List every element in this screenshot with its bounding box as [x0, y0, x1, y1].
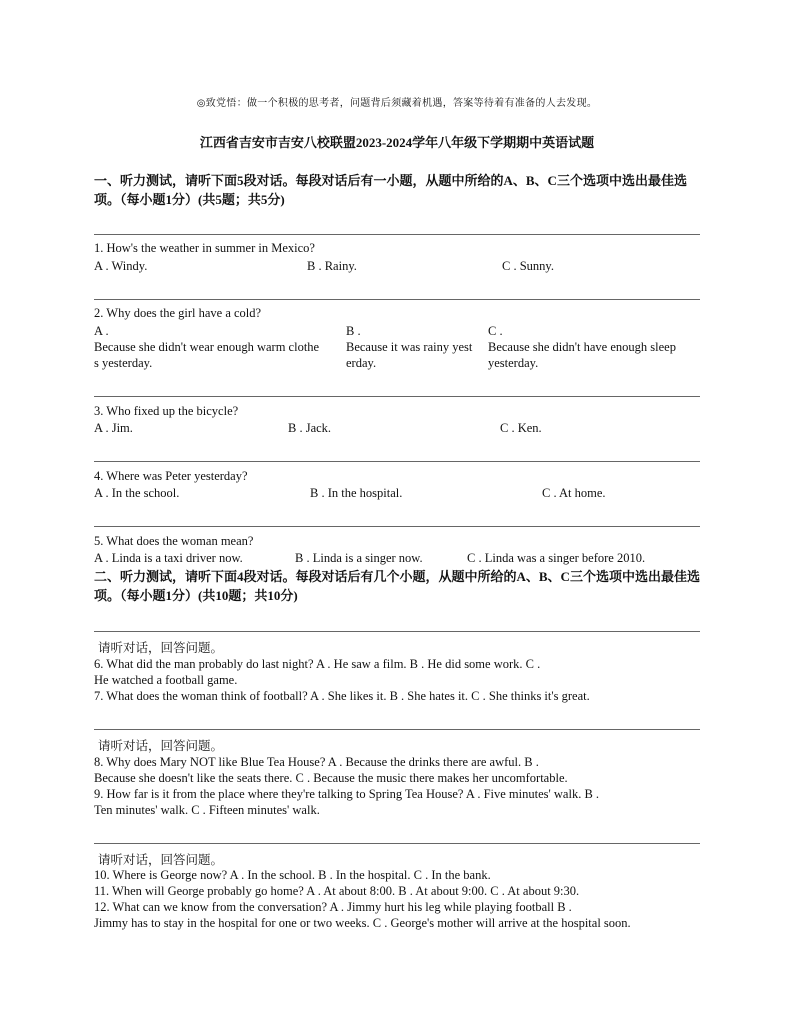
group3-intro: 请听对话，回答问题。: [98, 853, 224, 867]
divider: [94, 631, 700, 632]
section1-heading: 一、听力测试，请听下面5段对话。每段对话后有一小题，从题中所给的A、B、C三个选项中选出最佳选项。（每小题1分）(共5题；共5分): [94, 173, 687, 207]
q1-option-a[interactable]: A . Windy.: [94, 259, 148, 273]
group1-line: He watched a football game.: [94, 673, 238, 687]
q2-option-a-label[interactable]: A .: [94, 324, 109, 338]
q2-option-b-text: Because it was rainy yest: [346, 340, 473, 354]
q5-stem: 5. What does the woman mean?: [94, 534, 254, 548]
group1-line: 6. What did the man probably do last night? A . He saw a film. B . He did some work. C .: [94, 657, 541, 671]
q5-option-a[interactable]: A . Linda is a taxi driver now.: [94, 551, 243, 565]
q5-option-b[interactable]: B . Linda is a singer now.: [295, 551, 423, 565]
group3-line: 12. What can we know from the conversation? A . Jimmy hurt his leg while playing football B .: [94, 900, 572, 914]
group2-intro: 请听对话，回答问题。: [98, 739, 224, 753]
group3-line: 10. Where is George now? A . In the school. B . In the hospital. C . In the bank.: [94, 868, 491, 882]
q4-option-a[interactable]: A . In the school.: [94, 486, 180, 500]
divider: [94, 843, 700, 844]
divider: [94, 526, 700, 527]
q1-option-c[interactable]: C . Sunny.: [502, 259, 554, 273]
q4-stem: 4. Where was Peter yesterday?: [94, 469, 248, 483]
divider: [94, 729, 700, 730]
q2-option-a-text: Because she didn't wear enough warm clothe: [94, 340, 320, 354]
group1-intro: 请听对话，回答问题。: [98, 641, 224, 655]
q2-option-c-text: Because she didn't have enough sleep: [488, 340, 676, 354]
divider: [94, 461, 700, 462]
q4-option-b[interactable]: B . In the hospital.: [310, 486, 403, 500]
q3-option-b[interactable]: B . Jack.: [288, 421, 332, 435]
q3-option-c[interactable]: C . Ken.: [500, 421, 542, 435]
group1-line: 7. What does the woman think of football? A . She likes it. B . She hates it. C . She thinks it's great.: [94, 689, 590, 703]
group2-line: 9. How far is it from the place where they're talking to Spring Tea House? A . Five minutes' walk. B .: [94, 787, 600, 801]
q1-option-b[interactable]: B . Rainy.: [307, 259, 357, 273]
q2-stem: 2. Why does the girl have a cold?: [94, 306, 262, 320]
group3-line: 11. When will George probably go home? A . At about 8:00. B . At about 9:00. C . At about 9:30.: [94, 884, 580, 898]
q1-stem: 1. How's the weather in summer in Mexico?: [94, 241, 315, 255]
q2-option-b-text: erday.: [346, 356, 377, 370]
group2-line: 8. Why does Mary NOT like Blue Tea House? A . Because the drinks there are awful. B .: [94, 755, 539, 769]
section2-heading: 二、听力测试，请听下面4段对话。每段对话后有几个小题，从题中所给的A、B、C三个选项中选出最佳选项。（每小题1分）(共10题；共10分): [94, 569, 700, 603]
exam-title: 江西省吉安市吉安八校联盟2023-2024学年八年级下学期期中英语试题: [199, 135, 595, 150]
divider: [94, 234, 700, 235]
group2-line: Ten minutes' walk. C . Fifteen minutes' walk.: [94, 803, 320, 817]
q2-option-b-label[interactable]: B .: [346, 324, 361, 338]
motto-line: ◎致党悟：做一个积极的思考者，问题背后须藏着机遇，答案等待着有准备的人去发现。: [196, 98, 598, 109]
q3-option-a[interactable]: A . Jim.: [94, 421, 133, 435]
q3-stem: 3. Who fixed up the bicycle?: [94, 404, 239, 418]
q5-option-c[interactable]: C . Linda was a singer before 2010.: [467, 551, 646, 565]
q2-option-c-text: yesterday.: [488, 356, 539, 370]
group3-line: Jimmy has to stay in the hospital for one or two weeks. C . George's mother will arrive at the hospital soon.: [94, 916, 631, 930]
divider: [94, 396, 700, 397]
q2-option-c-label[interactable]: C .: [488, 324, 503, 338]
divider: [94, 299, 700, 300]
group2-line: Because she doesn't like the seats there. C . Because the music there makes her uncomfortable.: [94, 771, 568, 785]
q4-option-c[interactable]: C . At home.: [542, 486, 606, 500]
q2-option-a-text: s yesterday.: [94, 356, 153, 370]
